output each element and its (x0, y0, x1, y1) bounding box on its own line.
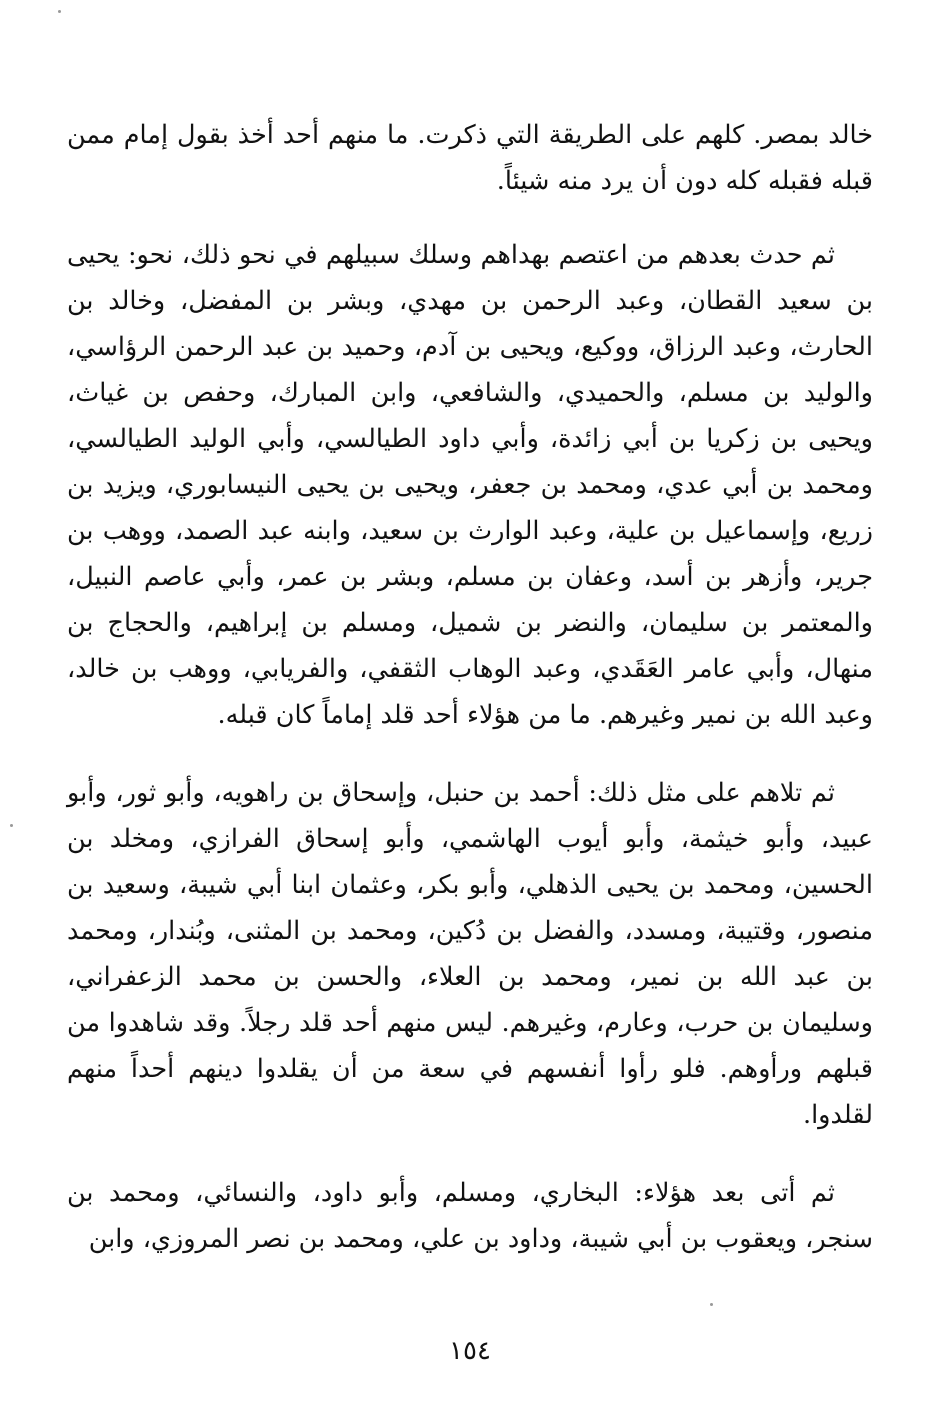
paragraph-continuation: خالد بمصر. كلهم على الطريقة التي ذكرت. ما منهم أحد أخذ بقول إمام ممن قبله فقبله كله دون أن يرد منه شيئاً. (67, 120, 873, 196)
page-number: ١٥٤ (449, 1336, 491, 1366)
scan-speck (710, 1303, 713, 1306)
paragraph-fourth-generation: ثم أتى بعد هؤلاء: البخاري، ومسلم، وأبو داود، والنسائي، ومحمد بن سنجر، ويعقوب بن أبي شيبة، وداود بن علي، ومحمد بن نصر المروزي، وابن (67, 1178, 873, 1254)
paragraph-second-generation: ثم حدث بعدهم من اعتصم بهداهم وسلك سبيلهم في نحو ذلك، نحو: يحيى بن سعيد القطان، وعبد الرحمن بن مهدي، وبشر بن المفضل، وخالد بن الحارث، وعبد الرزاق، ووكيع، ويحيى بن آدم، وحميد بن عبد الرحمن الرؤاسي، والوليد بن مسلم، والحميدي، والشافعي، وابن المبارك، وحفص بن غياث، ويحيى بن زكريا بن أبي زائدة، وأبي داود الطيالسي، وأبي الوليد الطيالسي، ومحمد بن أبي عدي، ومحمد بن جعفر، ويحيى بن يحيى النيسابوري، ويزيد بن زريع، وإسماعيل بن علية، وعبد الوارث بن سعيد، وابنه عبد الصمد، ووهب بن جرير، وأزهر بن أسد، وعفان بن مسلم، وبشر بن عمر، وأبي عاصم النبيل، والمعتمر بن سليمان، والنضر بن شميل، ومسلم بن إبراهيم، والحجاج بن منهال، وأبي عامر العَقَدي، وعبد الوهاب الثقفي، والفريابي، ووهب بن خالد، وعبد الله بن نمير وغيرهم. ما من هؤلاء أحد قلد إماماً كان قبله. (67, 240, 873, 730)
scan-speck (58, 10, 61, 13)
paragraph-third-generation: ثم تلاهم على مثل ذلك: أحمد بن حنبل، وإسحاق بن راهويه، وأبو ثور، وأبو عبيد، وأبو خيثمة، وأبو أيوب الهاشمي، وأبو إسحاق الفرازي، ومخلد بن الحسين، ومحمد بن يحيى الذهلي، وأبو بكر، وعثمان ابنا أبي شيبة، وسعيد بن منصور، وقتيبة، ومسدد، والفضل بن دُكين، ومحمد بن المثنى، وبُندار، ومحمد بن عبد الله بن نمير، ومحمد بن العلاء، والحسن بن محمد الزعفراني، وسليمان بن حرب، وعارم، وغيرهم. ليس منهم أحد قلد رجلاً. وقد شاهدوا من قبلهم ورأوهم. فلو رأوا أنفسهم في سعة من أن يقلدوا دينهم أحداً منهم لقلدوا. (67, 778, 873, 1130)
scan-speck (10, 824, 13, 827)
page-body (67, 112, 873, 1262)
